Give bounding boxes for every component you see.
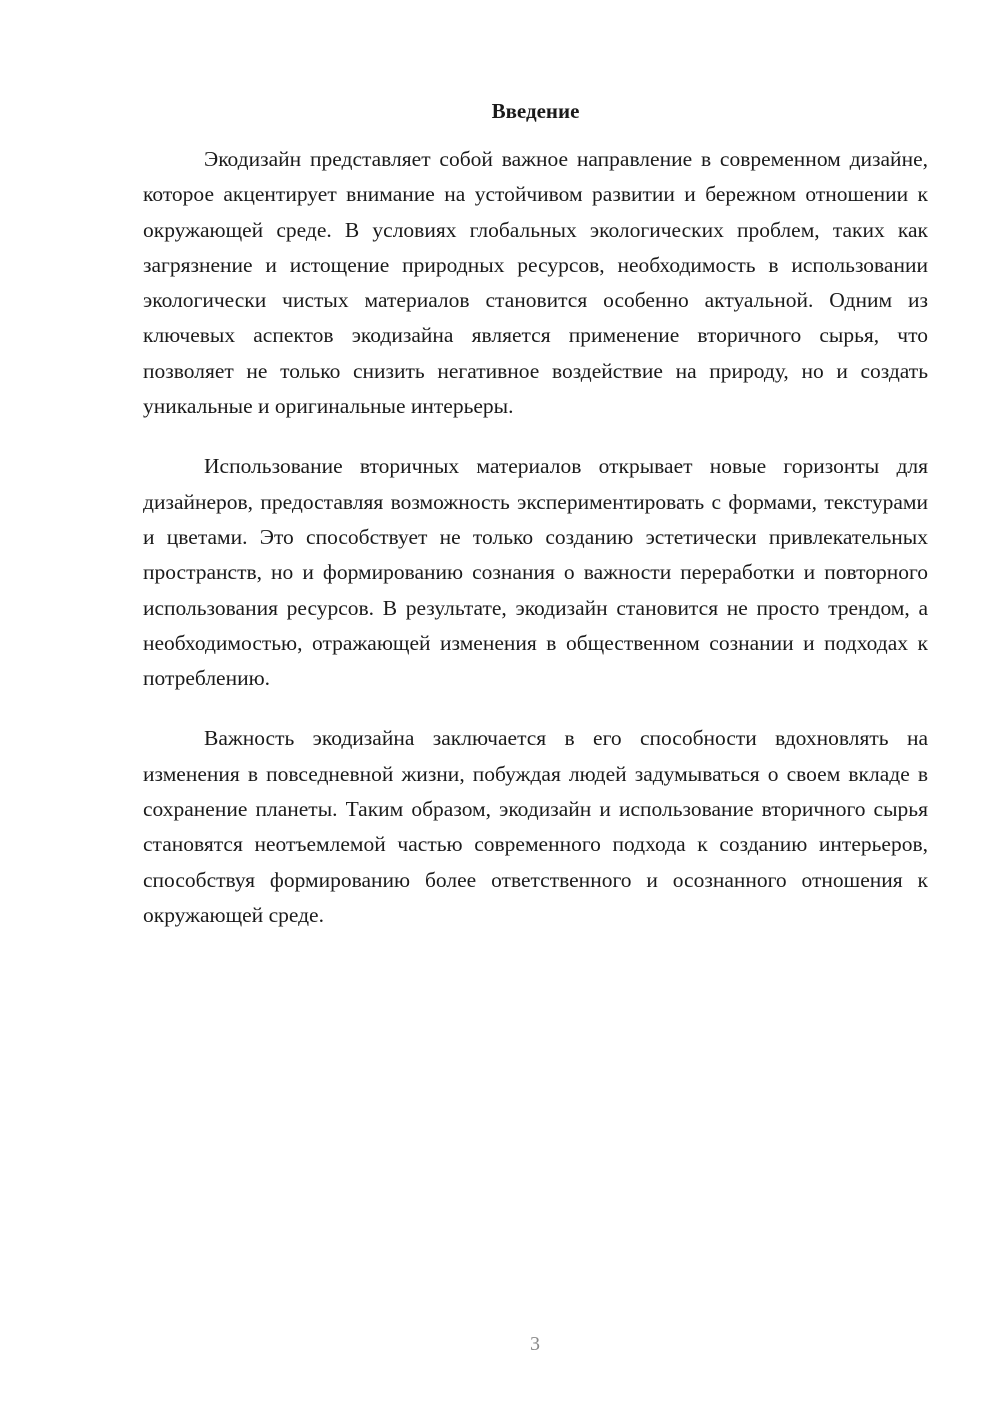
page-number: 3	[530, 1333, 540, 1355]
paragraph-1: Экодизайн представляет собой важное направление в современном дизайне, которое акцентирует внимание на устойчивом развитии и бережном отношении к окружающей среде. В условиях глобальных экологических проблем, таких как загрязнение и истощение природных ресурсов, необходимость в использовании экологически чистых материалов становится особенно актуальной. Одним из ключевых аспектов экодизайна является применение вторичного сырья, что позволяет не только снизить негативное воздействие на природу, но и создать уникальные и оригинальные интерьеры.	[143, 147, 928, 419]
paragraph-2: Использование вторичных материалов открывает новые горизонты для дизайнеров, предоставляя возможность экспериментировать с формами, текстурами и цветами. Это способствует не только созданию эстетически привлекательных пространств, но и формированию сознания о важности переработки и повторного использования ресурсов. В результате, экодизайн становится не просто трендом, а необходимостью, отражающей изменения в общественном сознании и подходах к потреблению.	[143, 454, 928, 691]
section-heading: Введение	[491, 99, 580, 123]
paragraph-3: Важность экодизайна заключается в его способности вдохновлять на изменения в повседневной жизни, побуждая людей задумываться о своем вкладе в сохранение планеты. Таким образом, экодизайн и использование вторичного сырья становятся неотъемлемой частью современного подхода к созданию интерьеров, способствуя формированию более ответственного и осознанного отношения к окружающей среде.	[143, 726, 928, 927]
body-text	[143, 142, 928, 958]
